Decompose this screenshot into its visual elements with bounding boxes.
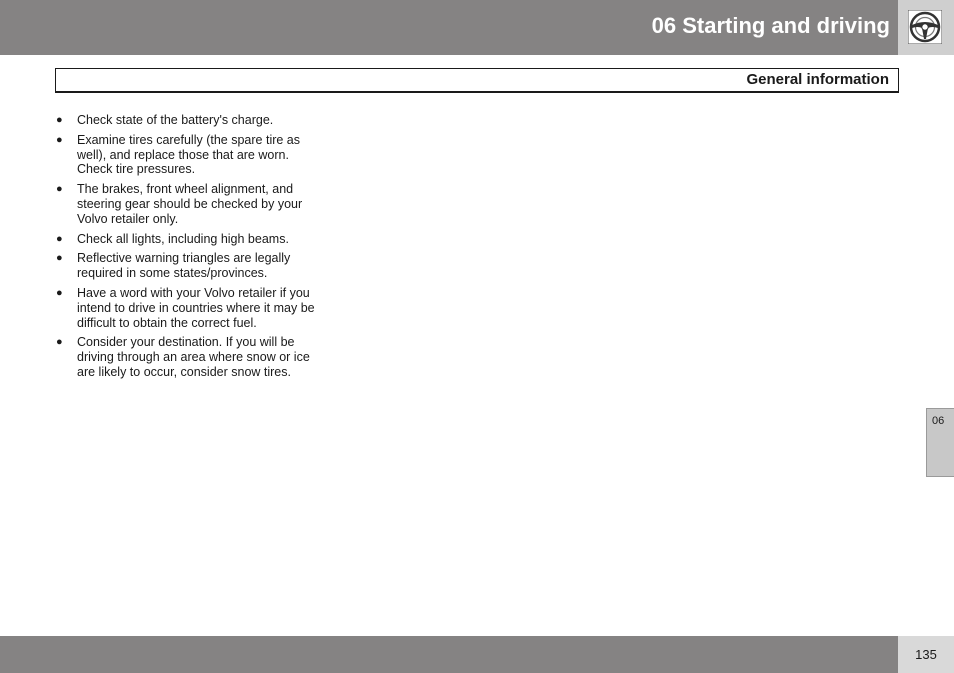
list-item-text: Check state of the battery's charge. [77, 113, 274, 127]
list-item-text: Examine tires carefully (the spare tire as well), and replace those that are worn. Check tire pressures. [77, 132, 301, 177]
chapter-icon-box [898, 0, 954, 55]
bullet-icon: ● [56, 286, 63, 299]
list-item [55, 335, 325, 379]
footer-bar [0, 636, 898, 673]
checklist [55, 113, 325, 385]
header-bar [0, 0, 898, 55]
bullet-icon: ● [56, 114, 63, 126]
list-item-text: Have a word with your Volvo retailer if you intend to drive in countries where it may be difficult to obtain the correct fuel. [77, 285, 315, 330]
list-item [55, 232, 325, 247]
bullet-icon: ● [56, 336, 63, 349]
chapter-tab-label: 06 [932, 415, 945, 427]
steering-wheel-icon [908, 10, 942, 44]
list-item [55, 251, 325, 281]
section-header [55, 68, 899, 93]
page-number-box [898, 636, 954, 673]
list-item-text: Check all lights, including high beams. [77, 231, 289, 246]
bullet-icon: ● [56, 232, 63, 245]
list-item-text: Reflective warning triangles are legally required in some states/provinces. [77, 251, 291, 281]
section-title: General information [746, 71, 889, 88]
chapter-title: 06 Starting and driving [651, 13, 890, 38]
list-item [55, 286, 325, 330]
bullet-icon: ● [56, 133, 63, 146]
list-item-text: Consider your destination. If you will be driving through an area where snow or ice are likely to occur, consider snow tires. [77, 335, 310, 379]
list-item [55, 133, 325, 177]
chapter-tab[interactable] [926, 408, 954, 477]
bullet-icon: ● [56, 252, 63, 265]
list-item [55, 113, 325, 128]
list-item-text: The brakes, front wheel alignment, and steering gear should be checked by your Volvo retailer only. [77, 182, 303, 226]
list-item [55, 182, 325, 226]
bullet-icon: ● [56, 183, 63, 196]
page-number: 135 [915, 647, 937, 662]
